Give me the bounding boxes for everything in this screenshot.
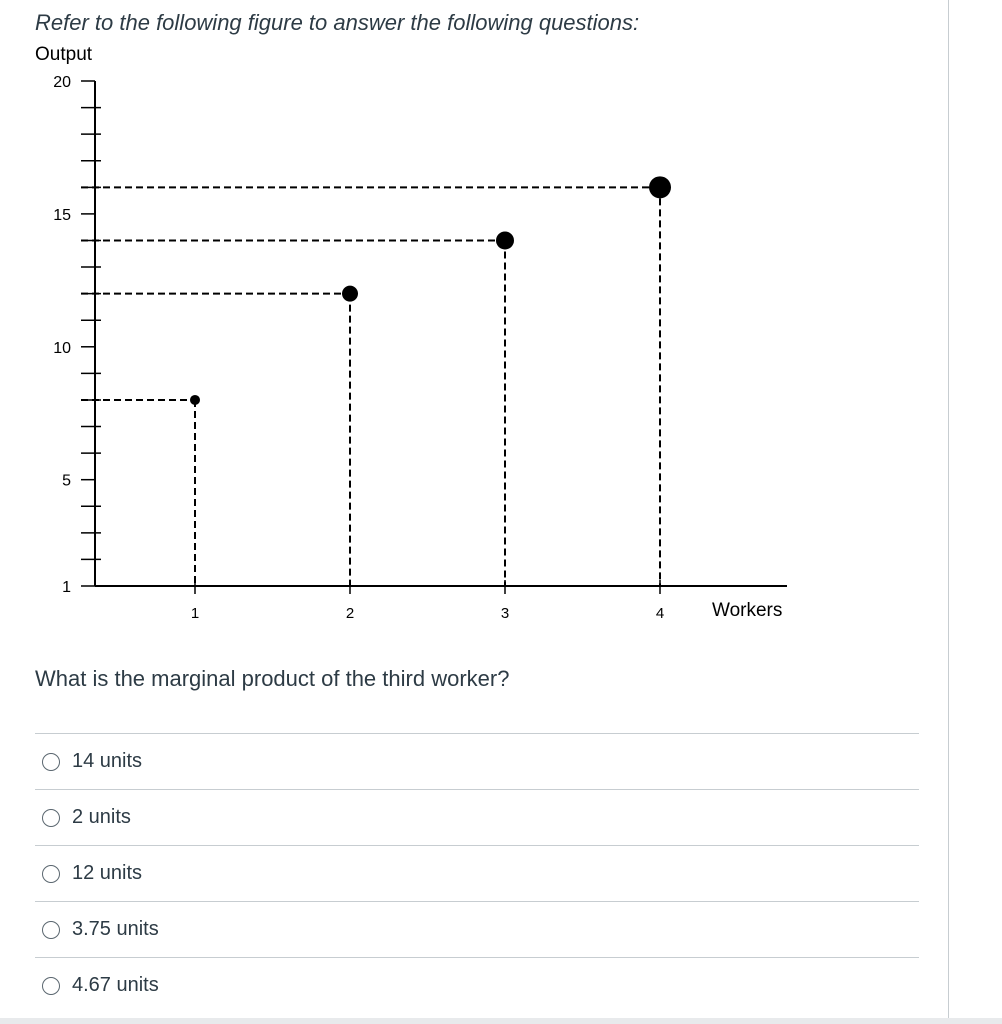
y-tick-label: 10: [53, 339, 71, 357]
answer-option-label: 12 units: [72, 862, 143, 884]
chart-svg: [0, 38, 820, 628]
y-tick-label: 20: [53, 74, 71, 91]
y-tick-label: 5: [62, 472, 71, 490]
production-figure: [0, 38, 820, 628]
x-axis-label: Workers: [712, 600, 783, 621]
radio-button[interactable]: [42, 977, 60, 995]
radio-button[interactable]: [42, 809, 60, 827]
data-point: [342, 286, 358, 302]
answer-option[interactable]: [35, 845, 919, 901]
question-text: What is the marginal product of the third worker?: [35, 666, 510, 691]
chart-marks: [53, 74, 787, 622]
radio-button[interactable]: [42, 753, 60, 771]
answer-option[interactable]: [35, 957, 919, 1013]
y-axis-label: Output: [35, 44, 93, 65]
answer-option[interactable]: [35, 733, 919, 789]
page-bottom-edge: [0, 1018, 1002, 1024]
answer-option-label: 14 units: [72, 750, 143, 772]
answer-option[interactable]: [35, 901, 919, 957]
data-point: [496, 231, 514, 249]
answer-option-label: 4.67 units: [72, 974, 159, 996]
page-right-border: [948, 0, 949, 1024]
y-tick-label: 1: [62, 579, 71, 596]
answer-option-label: 2 units: [72, 806, 131, 828]
data-point: [649, 176, 671, 198]
x-tick-label: 2: [345, 605, 355, 622]
answer-option-label: 3.75 units: [72, 918, 159, 940]
x-tick-label: 3: [500, 605, 510, 622]
x-tick-label: 4: [655, 605, 665, 622]
radio-button[interactable]: [42, 865, 60, 883]
question-prompt: Refer to the following figure to answer the following questions:: [35, 10, 640, 35]
x-tick-label: 1: [190, 605, 200, 622]
radio-button[interactable]: [42, 921, 60, 939]
y-tick-label: 15: [53, 206, 71, 224]
answer-options: [35, 733, 919, 1013]
data-point: [190, 395, 200, 405]
answer-option[interactable]: [35, 789, 919, 845]
